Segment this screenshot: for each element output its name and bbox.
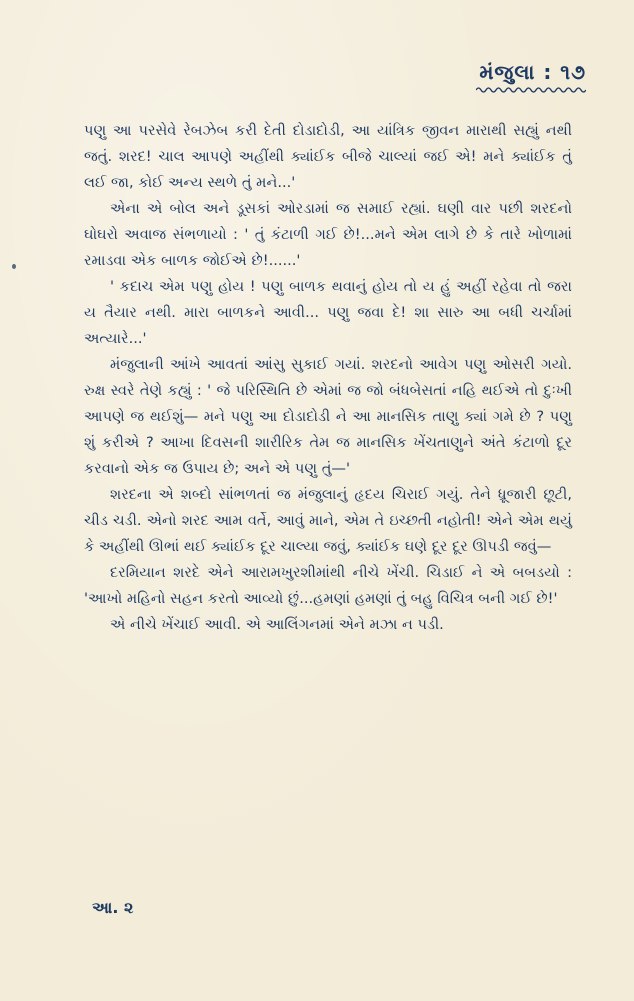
header-title: મંજુલા : ૧૭ [479, 60, 586, 84]
paragraph: દરમિયાન શરદે એને આરામખુરશીમાંથી નીચે ખેંચી. ચિડાઈ ને એ બબડયો : 'આખો મહિનો સહન કરતો આવ્યો છું...હમણાં હમણાં તું બહુ વિચિત્ર બની ગઈ છે!' [84, 564, 572, 607]
body-text [84, 118, 572, 638]
paragraph: શરદના એ શબ્દો સાંભળતાં જ મંજુલાનું હૃદય ચિરાઈ ગયું. તેને ધ્રૂજારી છૂટી, ચીડ ચડી. એનો શરદ આમ વર્તે, આવું માને, એમ તે ઇચ્છતી નહોતી! એને એમ થયું કે અહીંથી ઊભાં થઈ ક્યાંઈક દૂર ચાલ્યા જવું, ક્યાંઈક ઘણે દૂર દૂર ઊપડી જવું— [84, 486, 572, 555]
paper-speck [12, 264, 16, 269]
paragraph: એ નીચે ખેંચાઈ આવી. એ આલિંગનમાં એને મઝા ન પડી. [110, 616, 444, 633]
paragraph: મંજુલાની આંખે આવતાં આંસુ સુકાઈ ગયાં. શરદનો આવેગ પણુ ઓસરી ગયો. રુક્ષ સ્વરે તેણે કહ્યું : ' જે પરિસ્થિતિ છે એમાં જ જો બંધબેસતાં નહિ થઈએ તો દુઃખી આપણે જ થઈશું— મને પણુ આ દોડાદોડી ને આ માનસિક તાણુ ક્યાં ગમે છે ? પણુ શું કરીએ ? આખા દિવસની શારીરિક તેમ જ માનસિક ખેંચતાણુને અંતે કંટાળો દૂર કરવાનો એક જ ઉપાય છે; અને એ પણુ તું—' [84, 356, 572, 477]
header-wavy-underline [476, 86, 586, 94]
running-header [476, 60, 586, 94]
paragraph: પણુ આ પરસેવે રેબઝેબ કરી દેતી દોડાદોડી, આ યાંત્રિક જીવન મારાથી સહ્યું નથી જતું. શરદ! ચાલ આપણે અહીંથી ક્યાંઈક બીજે ચાલ્યાં જઈ એ! મને ક્યાંઈક તું લઈ જા, કોઈ અન્ય સ્થળે તું મને...' [84, 122, 572, 191]
paragraph: ' કદાચ એમ પણુ હોય ! પણુ બાળક થવાનું હોય તો ય હું અહીં રહેવા તો જરા ય તૈયાર નથી. મારા બાળકને આવી... પણુ જવા દે! શા સારુ આ બધી ચર્ચામાં અત્યારે...' [84, 278, 572, 347]
signature-mark: આ. ૨ [92, 898, 134, 917]
paragraph: એના એ બોલ અને ડૂસકાં ઓરડામાં જ સમાઈ રહ્યાં. ઘણી વાર પછી શરદનો ઘોઘરો અવાજ સંભળાયો : ' તું કંટાળી ગઈ છે!...મને એમ લાગે છે કે તારે ખોળામાં રમાડવા એક બાળક જોઈએ છે!......' [84, 200, 572, 269]
